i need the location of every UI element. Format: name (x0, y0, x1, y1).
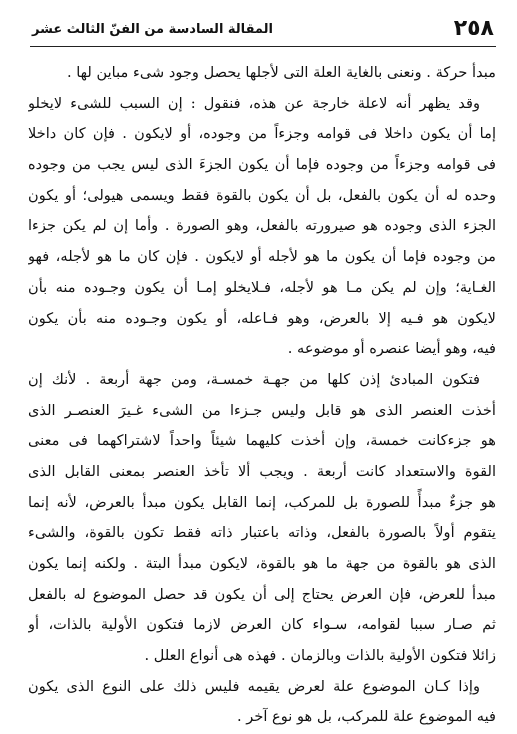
running-title: المقالة السادسة من الفنّ الثالث عشر (32, 22, 273, 37)
text-line: هو جزءٌ مبدأً للصورة بل للمركب، إنما القابل يكون مبدأ بالعرض، لأنه إنما (28, 493, 496, 511)
text-line: مبدأ حركة . ونعنى بالغاية العلة التى لأجلها يحصل وجود شىء مباين لها . (66, 64, 496, 81)
text-line: فتكون المبادئ إذن كلها من جهـة خمسـة، ومن جهة أربعة . لأنك إن (28, 370, 480, 388)
text-line: زائلا فتكون الأولية بالذات وبالزمان . فهذه هى أنواع العلل . (144, 647, 496, 665)
page-number: ٢٥٨ (453, 16, 494, 41)
body-text (28, 58, 496, 733)
text-line: الغـاية؛ وإن لم يكن مـا هو لأجله، فـلايخلو إمـا أن يكون وجـوده منه بأن (28, 278, 496, 296)
text-line: وقد يظهر أنه لاعلة خارجة عن هذه، فنقول : إن السبب للشىء لايخلو (28, 94, 480, 112)
text-line: الجزء الذى وجوده هو صيرورته بالفعل، وهو الصورة . وأما إن لم يكن جزءا (28, 217, 496, 235)
text-line: وإذا كـان الموضوع علة لعرض يقيمه فليس ذلك على النوع الذى يكون (28, 677, 480, 695)
text-line: فيه، وهو أيضا عنصره أو موضوعه . (287, 340, 496, 358)
text-line: أخذت العنصر الذى هو قابل وليس جـزءا من الشىء غـيرَ العنصـر الذى (28, 401, 496, 419)
text-line: فى قوامه وجزءاً من وجوده فإما أن يكون الجزءَ الذى ليس يجب من وجوده (28, 156, 496, 174)
text-line: إما أن يكون داخلا فى قوامه وجزءاً من وجوده، أو لايكون . فإن كان داخلا (28, 125, 496, 143)
text-line: القوة والاستعداد كانت أربعة . ويجب ألا تأخذ العنصر بمعنى القابل الذى (28, 462, 496, 480)
text-line: وحده له أن يكون بالفعل، بل أن يكون بالقوة فقط ويسمى هيولى؛ أو يكون (28, 186, 496, 204)
text-line: لايكون هو فـيه إلا بالعرض، وهو فـاعله، أو يكون وجـوده منه بأن يكون (28, 309, 496, 327)
text-line: الذى هو بالقوة من جهة ما هو بالقوة، لايكون مبدأ البتة . ولكنه إنما يكون (28, 555, 496, 572)
text-line: يتقوم أولاً بالصورة بالفعل، وذاته باعتبار ذاته فقط تكون بالقوة، والشىء (28, 524, 496, 542)
text-line: فيه الموضوع علة للمركب، بل هو نوع آخر . (237, 708, 496, 726)
header-divider (30, 46, 496, 47)
text-line: هو جزءكانت خمسة، وإن أخذت كليهما شيئاً واحداً لاشتراكهما فى معنى (28, 432, 496, 450)
text-line: مبدأ للعرض، فإن العرض يحتاج إلى أن يكون قد حصل الموضوع له بالفعل (28, 585, 496, 603)
text-line: من وجوده فإما أن يكون ما هو لأجله أو لايكون . فإن كان ما هو لأجله، فهو (28, 248, 496, 266)
text-line: ثم صـار سببا لقوامه، سـواء كان العرض لازما فتكون الأولية بالذات، أو (28, 616, 496, 634)
page-header (30, 14, 496, 46)
